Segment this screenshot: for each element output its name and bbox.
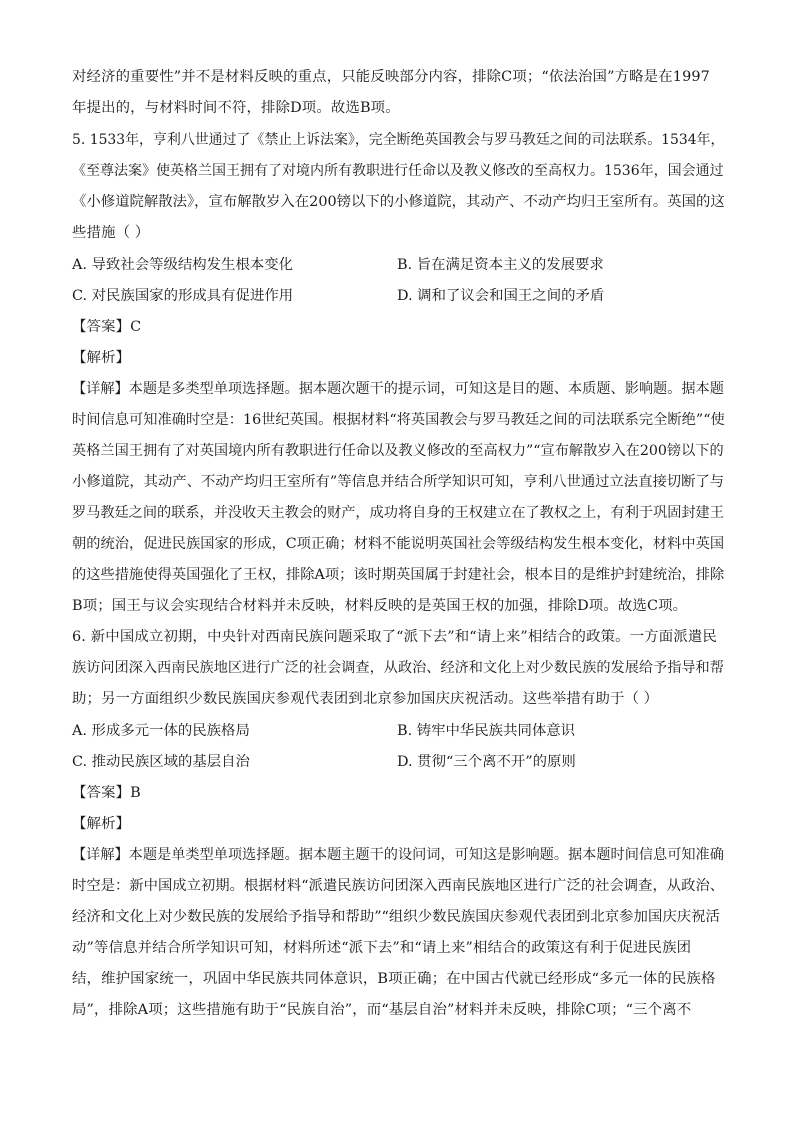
q5-stem-line-1: 5. 1533年，亨利八世通过了《禁止上诉法案》，完全断绝英国教会与罗马教廷之间的司法联系。1534年， [72, 132, 725, 148]
q5-stem-line-4: 些措施（ ） [72, 225, 150, 241]
q5-option-a: A. 导致社会等级结构发生根本变化 [72, 257, 294, 273]
intro-line-2: 年提出的，与材料时间不符，排除D项。故选B项。 [72, 100, 400, 116]
q6-analysis-line-1: 【详解】本题是单类型单项选择题。据本题主题干的设问词，可知这是影响题。据本题时间信息可知准确 [72, 847, 724, 863]
q6-analysis-line-4: 动”等信息并结合所学知识可知，材料所述“派下去”和“请上来”相结合的政策这有利于促进民族团 [72, 940, 692, 956]
q5-analysis-line-6: 朝的统治，促进民族国家的形成，C项正确；材料不能说明英国社会等级结构发生根本变化，材料中英国 [72, 536, 725, 552]
q5-option-d: D. 调和了议会和国王之间的矛盾 [397, 288, 605, 304]
q6-answer: 【答案】B [72, 785, 141, 801]
q5-analysis-line-4: 小修道院，其动产、不动产均归王室所有”等信息并结合所学知识可知，亨利八世通过立法直接切断了与 [72, 474, 725, 490]
q5-analysis-line-7: 的这些措施使得英国强化了王权，排除A项；该时期英国属于封建社会，根本目的是维护封建统治，排除 [72, 567, 725, 583]
q6-analysis-line-2: 时空是：新中国成立初期。根据材料“派遣民族访问团深入西南民族地区进行广泛的社会调查，从政治、 [72, 878, 725, 894]
q6-stem-line-1: 6. 新中国成立初期，中央针对西南民族问题采取了“派下去”和“请上来”相结合的政策。一方面派遣民 [72, 629, 717, 645]
q5-analysis-line-2: 时间信息可知准确时空是：16世纪英国。根据材料“将英国教会与罗马教廷之间的司法联系完全断绝”“使 [72, 412, 725, 428]
q5-stem-line-3: 《小修道院解散法》，宣布解散岁入在200镑以下的小修道院，其动产、不动产均归王室所有。英国的这 [72, 194, 725, 210]
q6-option-c: C. 推动民族区域的基层自治 [72, 754, 250, 770]
q5-analysis-label: 【解析】 [72, 350, 131, 366]
intro-line-1: 对经济的重要性”并不是材料反映的重点，只能反映部分内容，排除C项；“依法治国”方略是在1997 [72, 69, 710, 85]
q5-analysis-line-5: 罗马教廷之间的联系，并没收天主教会的财产，成功将自身的王权建立在了教权之上，有利于巩固封建王 [72, 505, 724, 521]
q5-answer: 【答案】C [72, 319, 142, 335]
q5-option-c: C. 对民族国家的形成具有促进作用 [72, 288, 294, 304]
q5-analysis-line-1: 【详解】本题是多类型单项选择题。据本题次题干的提示词，可知这是目的题、本质题、影响题。据本题 [72, 381, 724, 397]
q6-option-d: D. 贯彻“三个离不开”的原则 [397, 754, 576, 770]
q6-analysis-line-3: 经济和文化上对少数民族的发展给予指导和帮助”“组织少数民族国庆参观代表团到北京参加国庆庆祝活 [72, 909, 720, 925]
q5-option-b: B. 旨在满足资本主义的发展要求 [397, 257, 604, 273]
q6-option-a: A. 形成多元一体的民族格局 [72, 723, 250, 739]
q5-analysis-line-8: B项；国王与议会实现结合材料并未反映，材料反映的是英国王权的加强，排除D项。故选C项。 [72, 598, 688, 614]
q5-stem-line-2: 《至尊法案》使英格兰国王拥有了对境内所有教职进行任命以及教义修改的至高权力。1536年，国会通过 [72, 163, 724, 179]
q5-analysis-line-3: 英格兰国王拥有了对英国境内所有教职进行任命以及教义修改的至高权力”“宣布解散岁入在200镑以下的 [72, 443, 724, 459]
q6-analysis-line-5: 结，维护国家统一，巩固中华民族共同体意识，B项正确；在中国古代就已经形成“多元一体的民族格 [72, 971, 716, 987]
q6-analysis-line-6: 局”，排除A项；这些措施有助于“民族自治”，而“基层自治”材料并未反映，排除C项；“三个离不 [72, 1002, 692, 1018]
q6-option-b: B. 铸牢中华民族共同体意识 [397, 723, 576, 739]
q6-stem-line-3: 助；另一方面组织少数民族国庆参观代表团到北京参加国庆庆祝活动。这些举措有助于（ ） [72, 691, 659, 707]
q6-analysis-label: 【解析】 [72, 816, 131, 832]
q6-stem-line-2: 族访问团深入西南民族地区进行广泛的社会调查，从政治、经济和文化上对少数民族的发展给予指导和帮 [72, 660, 724, 676]
